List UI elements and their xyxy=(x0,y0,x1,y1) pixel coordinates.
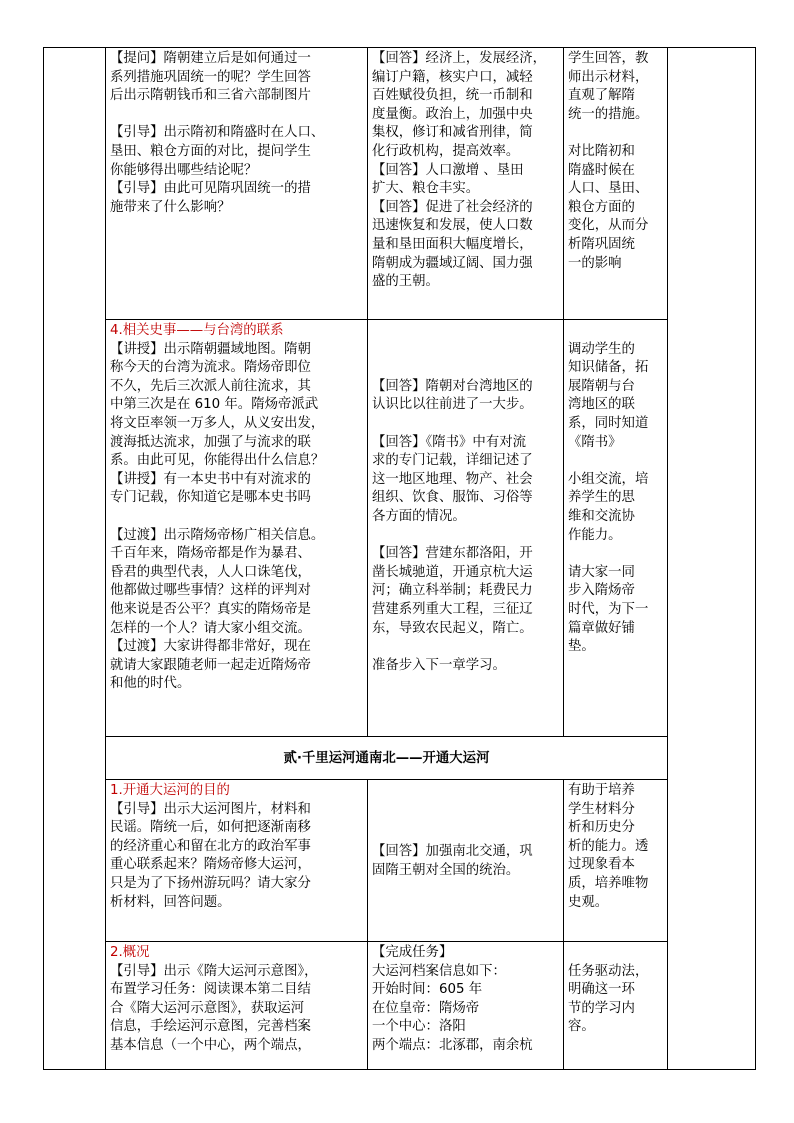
text-line: 请大家一同 xyxy=(568,564,635,580)
text-line xyxy=(568,124,663,143)
text-line: 系，同时知道 xyxy=(568,415,649,431)
text-line: 【回答】营建东都洛阳，开 xyxy=(372,546,533,562)
text-line: 编订户籍，核实户口，减轻 xyxy=(372,69,533,85)
text-line xyxy=(110,508,363,527)
text-line: 集权，修订和减省刑律，简 xyxy=(372,125,533,141)
text-line: 的经济重心和留在北方的政治军事 xyxy=(110,838,311,854)
text-line xyxy=(372,638,559,657)
table-row xyxy=(44,942,756,1070)
text-line: 质，培养唯物 xyxy=(568,875,649,891)
text-line: 垦田、粮仓方面的对比，提问学生 xyxy=(110,143,311,159)
text-line: 固隋王朝对全国的统治。 xyxy=(372,862,520,878)
text-line: 千百年来，隋炀帝都是作为暴君、 xyxy=(110,546,311,562)
text-line xyxy=(372,415,559,434)
text-line xyxy=(372,341,559,360)
text-line: 你能够得出哪些结论呢？ xyxy=(110,162,258,178)
text-line: 扩大、粮仓丰实。 xyxy=(372,181,480,197)
lesson-plan-table xyxy=(43,47,756,1070)
text-line: 专门记载，你知道它是哪本史书吗 xyxy=(110,490,311,506)
text-line: 节的学习内 xyxy=(568,1000,635,1016)
text-line: 【引导】出示隋初和隋盛时在人口、 xyxy=(110,125,325,141)
text-line: 认识比以往前进了一大步。 xyxy=(372,397,533,413)
text-line: 过现象看本 xyxy=(568,857,635,873)
text-line: 在位皇帝：隋炀帝 xyxy=(372,1000,480,1016)
text-line: 民谣。隋统一后，如何把逐渐南移 xyxy=(110,820,311,836)
text-line: 一个中心：洛阳 xyxy=(372,1019,466,1035)
table-row xyxy=(44,737,756,780)
text-line: 他都做过哪些事情？这样的评判对 xyxy=(110,583,311,599)
text-line xyxy=(110,106,363,125)
text-line: 这一地区地理、物产、社会 xyxy=(372,471,533,487)
text-line: 渡海抵达流求，加强了与流求的联 xyxy=(110,434,311,450)
text-line: 百姓赋役负担，统一币制和 xyxy=(372,88,533,104)
student-text xyxy=(372,50,559,292)
text-line: 【过渡】出示隋炀帝杨广相关信息。 xyxy=(110,527,325,543)
text-line: 怎样的一个人？请大家小组交流。 xyxy=(110,620,311,636)
student-text xyxy=(372,944,559,1056)
text-line: 任务驱动法， xyxy=(568,963,649,979)
text-line: 营建系列重大工程，三征辽 xyxy=(372,601,533,617)
text-line xyxy=(372,527,559,546)
text-line: 展隋朝与台 xyxy=(568,378,635,394)
text-line: 东，导致农民起义，隋亡。 xyxy=(372,620,533,636)
text-line: 【回答】经济上，发展经济， xyxy=(372,51,547,66)
text-line: 【回答】加强南北交通，巩 xyxy=(372,843,533,859)
text-line: 系。由此可见，你能得出什么信息？ xyxy=(110,453,325,469)
subsection-heading: 1.开通大运河的目的 xyxy=(110,783,230,798)
student-activity-cell xyxy=(368,942,564,1070)
text-line: 【引导】出示大运河图片，材料和 xyxy=(110,801,311,817)
text-line: 【回答】促进了社会经济的 xyxy=(372,199,533,215)
text-line: 《隋书》 xyxy=(568,434,622,450)
text-line: 析和历史分 xyxy=(568,820,635,836)
text-line: 称今天的台湾为流求。隋炀帝即位 xyxy=(110,360,311,376)
text-line: 不久，先后三次派人前往流求，其 xyxy=(110,378,311,394)
lesson-plan-page xyxy=(43,47,755,1069)
table-row xyxy=(44,48,756,320)
text-line: 时代，为下一 xyxy=(568,601,649,617)
text-line: 史观。 xyxy=(568,894,609,910)
text-line: 一的影响 xyxy=(568,255,622,271)
table-row xyxy=(44,780,756,942)
text-line xyxy=(568,944,663,963)
text-line: 垫。 xyxy=(568,639,595,655)
text-line: 【引导】由此可见隋巩固统一的措 xyxy=(110,181,311,197)
text-line: 准备步入下一章学习。 xyxy=(372,657,506,673)
subsection-heading: 4.相关史事——与台湾的联系 xyxy=(110,323,284,338)
text-line: 有助于培养 xyxy=(568,783,635,798)
teacher-activity-cell xyxy=(106,780,368,942)
text-line xyxy=(372,359,559,378)
text-line: 【回答】《隋书》中有对流 xyxy=(372,434,526,450)
text-line: 凿长城驰道，开通京杭大运 xyxy=(372,564,533,580)
blank-left-column xyxy=(44,48,106,1070)
text-line: 信息，手绘运河示意图，完善档案 xyxy=(110,1019,311,1035)
text-line: 基本信息（一个中心，两个端点， xyxy=(110,1037,311,1053)
intent-text xyxy=(568,50,663,273)
text-line: 系列措施巩固统一的呢？学生回答 xyxy=(110,69,311,85)
teacher-activity-cell xyxy=(106,942,368,1070)
teacher-text xyxy=(110,801,363,913)
text-line: 量和垦田面积大幅度增长， xyxy=(372,236,533,252)
text-line: 布置学习任务：阅读课本第二目结 xyxy=(110,982,311,998)
text-line: 中第三次是在 610 年。隋炀帝派武 xyxy=(110,397,319,413)
text-line: 两个端点：北涿郡，南余杭 xyxy=(372,1037,533,1053)
text-line: 各方面的情况。 xyxy=(372,508,466,524)
text-line: 施带来了什么影响？ xyxy=(110,199,231,215)
text-line: 将文臣率领一万多人，从义安出发， xyxy=(110,415,325,431)
student-activity-cell xyxy=(368,320,564,737)
text-line: 【提问】隋朝建立后是如何通过一 xyxy=(110,51,311,66)
text-line: 析材料，回答问题。 xyxy=(110,894,231,910)
intent-text xyxy=(568,782,663,912)
text-line: 湾地区的联 xyxy=(568,397,635,413)
text-line: 他来说是否公平？真实的隋炀帝是 xyxy=(110,601,311,617)
text-line: 隋朝成为疆域辽阔、国力强 xyxy=(372,255,533,271)
student-activity-cell xyxy=(368,48,564,320)
text-line: 【讲授】有一本史书中有对流求的 xyxy=(110,471,311,487)
student-text xyxy=(372,843,559,880)
text-line: 和他的时代。 xyxy=(110,676,191,692)
text-line: 直观了解隋 xyxy=(568,88,635,104)
text-line: 学生回答，教 xyxy=(568,51,649,66)
text-line: 统一的措施。 xyxy=(568,106,649,122)
text-line: 开始时间：605 年 xyxy=(372,982,483,998)
text-line: 组织、饮食、服饰、习俗等 xyxy=(372,490,533,506)
text-line: 调动学生的 xyxy=(568,341,635,357)
blank-right-column xyxy=(668,48,756,1070)
text-line: 【完成任务】 xyxy=(372,945,453,960)
text-line: 【回答】人口激增 、垦田 xyxy=(372,162,524,178)
text-line: 析隋巩固统 xyxy=(568,236,635,252)
text-line xyxy=(372,322,559,341)
text-line: 求的专门记载，详细记述了 xyxy=(372,453,533,469)
text-line: 只是为了下扬州游玩吗？请大家分 xyxy=(110,875,311,891)
text-line xyxy=(568,452,663,471)
text-line: 化行政机构，提高效率。 xyxy=(372,143,520,159)
text-line: 就请大家跟随老师一起走近隋炀帝 xyxy=(110,657,311,673)
text-line: 养学生的思 xyxy=(568,490,635,506)
text-line: 对比隋初和 xyxy=(568,143,635,159)
text-line: 维和交流协 xyxy=(568,508,635,524)
text-line: 变化，从而分 xyxy=(568,218,649,234)
text-line: 河；确立科举制；耗费民力 xyxy=(372,583,533,599)
student-activity-cell xyxy=(368,780,564,942)
text-line: 明确这一环 xyxy=(568,982,635,998)
text-line: 重心联系起来？隋炀帝修大运河， xyxy=(110,857,311,873)
text-line: 粮仓方面的 xyxy=(568,199,635,215)
table-row xyxy=(44,320,756,737)
design-intent-cell xyxy=(564,942,668,1070)
design-intent-cell xyxy=(564,320,668,737)
design-intent-cell xyxy=(564,48,668,320)
text-line: 容。 xyxy=(568,1019,595,1035)
text-line: 学生材料分 xyxy=(568,801,635,817)
student-text xyxy=(372,322,559,675)
text-line: 迅速恢复和发展，使人口数 xyxy=(372,218,533,234)
section-title: 贰·千里运河通南北——开通大运河 xyxy=(106,737,668,780)
subsection-heading: 2.概况 xyxy=(110,945,150,960)
text-line: 步入隋炀帝 xyxy=(568,583,635,599)
text-line: 盛的王朝。 xyxy=(372,274,439,290)
text-line: 后出示隋朝钱币和三省六部制图片 xyxy=(110,88,311,104)
text-line xyxy=(568,545,663,564)
text-line: 篇章做好铺 xyxy=(568,620,635,636)
text-line: 作能力。 xyxy=(568,527,622,543)
intent-text xyxy=(568,944,663,1037)
teacher-activity-cell xyxy=(106,48,368,320)
text-line: 合《隋大运河示意图》，获取运河 xyxy=(110,1000,305,1016)
intent-text xyxy=(568,322,663,657)
text-line: 析的能力。透 xyxy=(568,838,649,854)
text-line: 【讲授】出示隋朝疆域地图。隋朝 xyxy=(110,341,311,357)
text-line: 人口、垦田、 xyxy=(568,181,649,197)
teacher-text xyxy=(110,963,363,1056)
design-intent-cell xyxy=(564,780,668,942)
text-line: 大运河档案信息如下： xyxy=(372,963,506,979)
text-line: 度量衡。政治上，加强中央 xyxy=(372,106,533,122)
teacher-activity-cell xyxy=(106,320,368,737)
text-line: 师出示材料， xyxy=(568,69,649,85)
text-line: 【回答】隋朝对台湾地区的 xyxy=(372,378,533,394)
teacher-text xyxy=(110,341,363,694)
text-line xyxy=(568,322,663,341)
text-line: 【引导】出示《隋大运河示意图》， xyxy=(110,963,318,979)
text-line: 知识储备，拓 xyxy=(568,360,649,376)
text-line: 昏君的典型代表，人人口诛笔伐， xyxy=(110,564,311,580)
teacher-text xyxy=(110,50,363,217)
text-line: 小组交流，培 xyxy=(568,471,649,487)
text-line: 【过渡】大家讲得都非常好，现在 xyxy=(110,639,311,655)
text-line: 隋盛时候在 xyxy=(568,162,635,178)
